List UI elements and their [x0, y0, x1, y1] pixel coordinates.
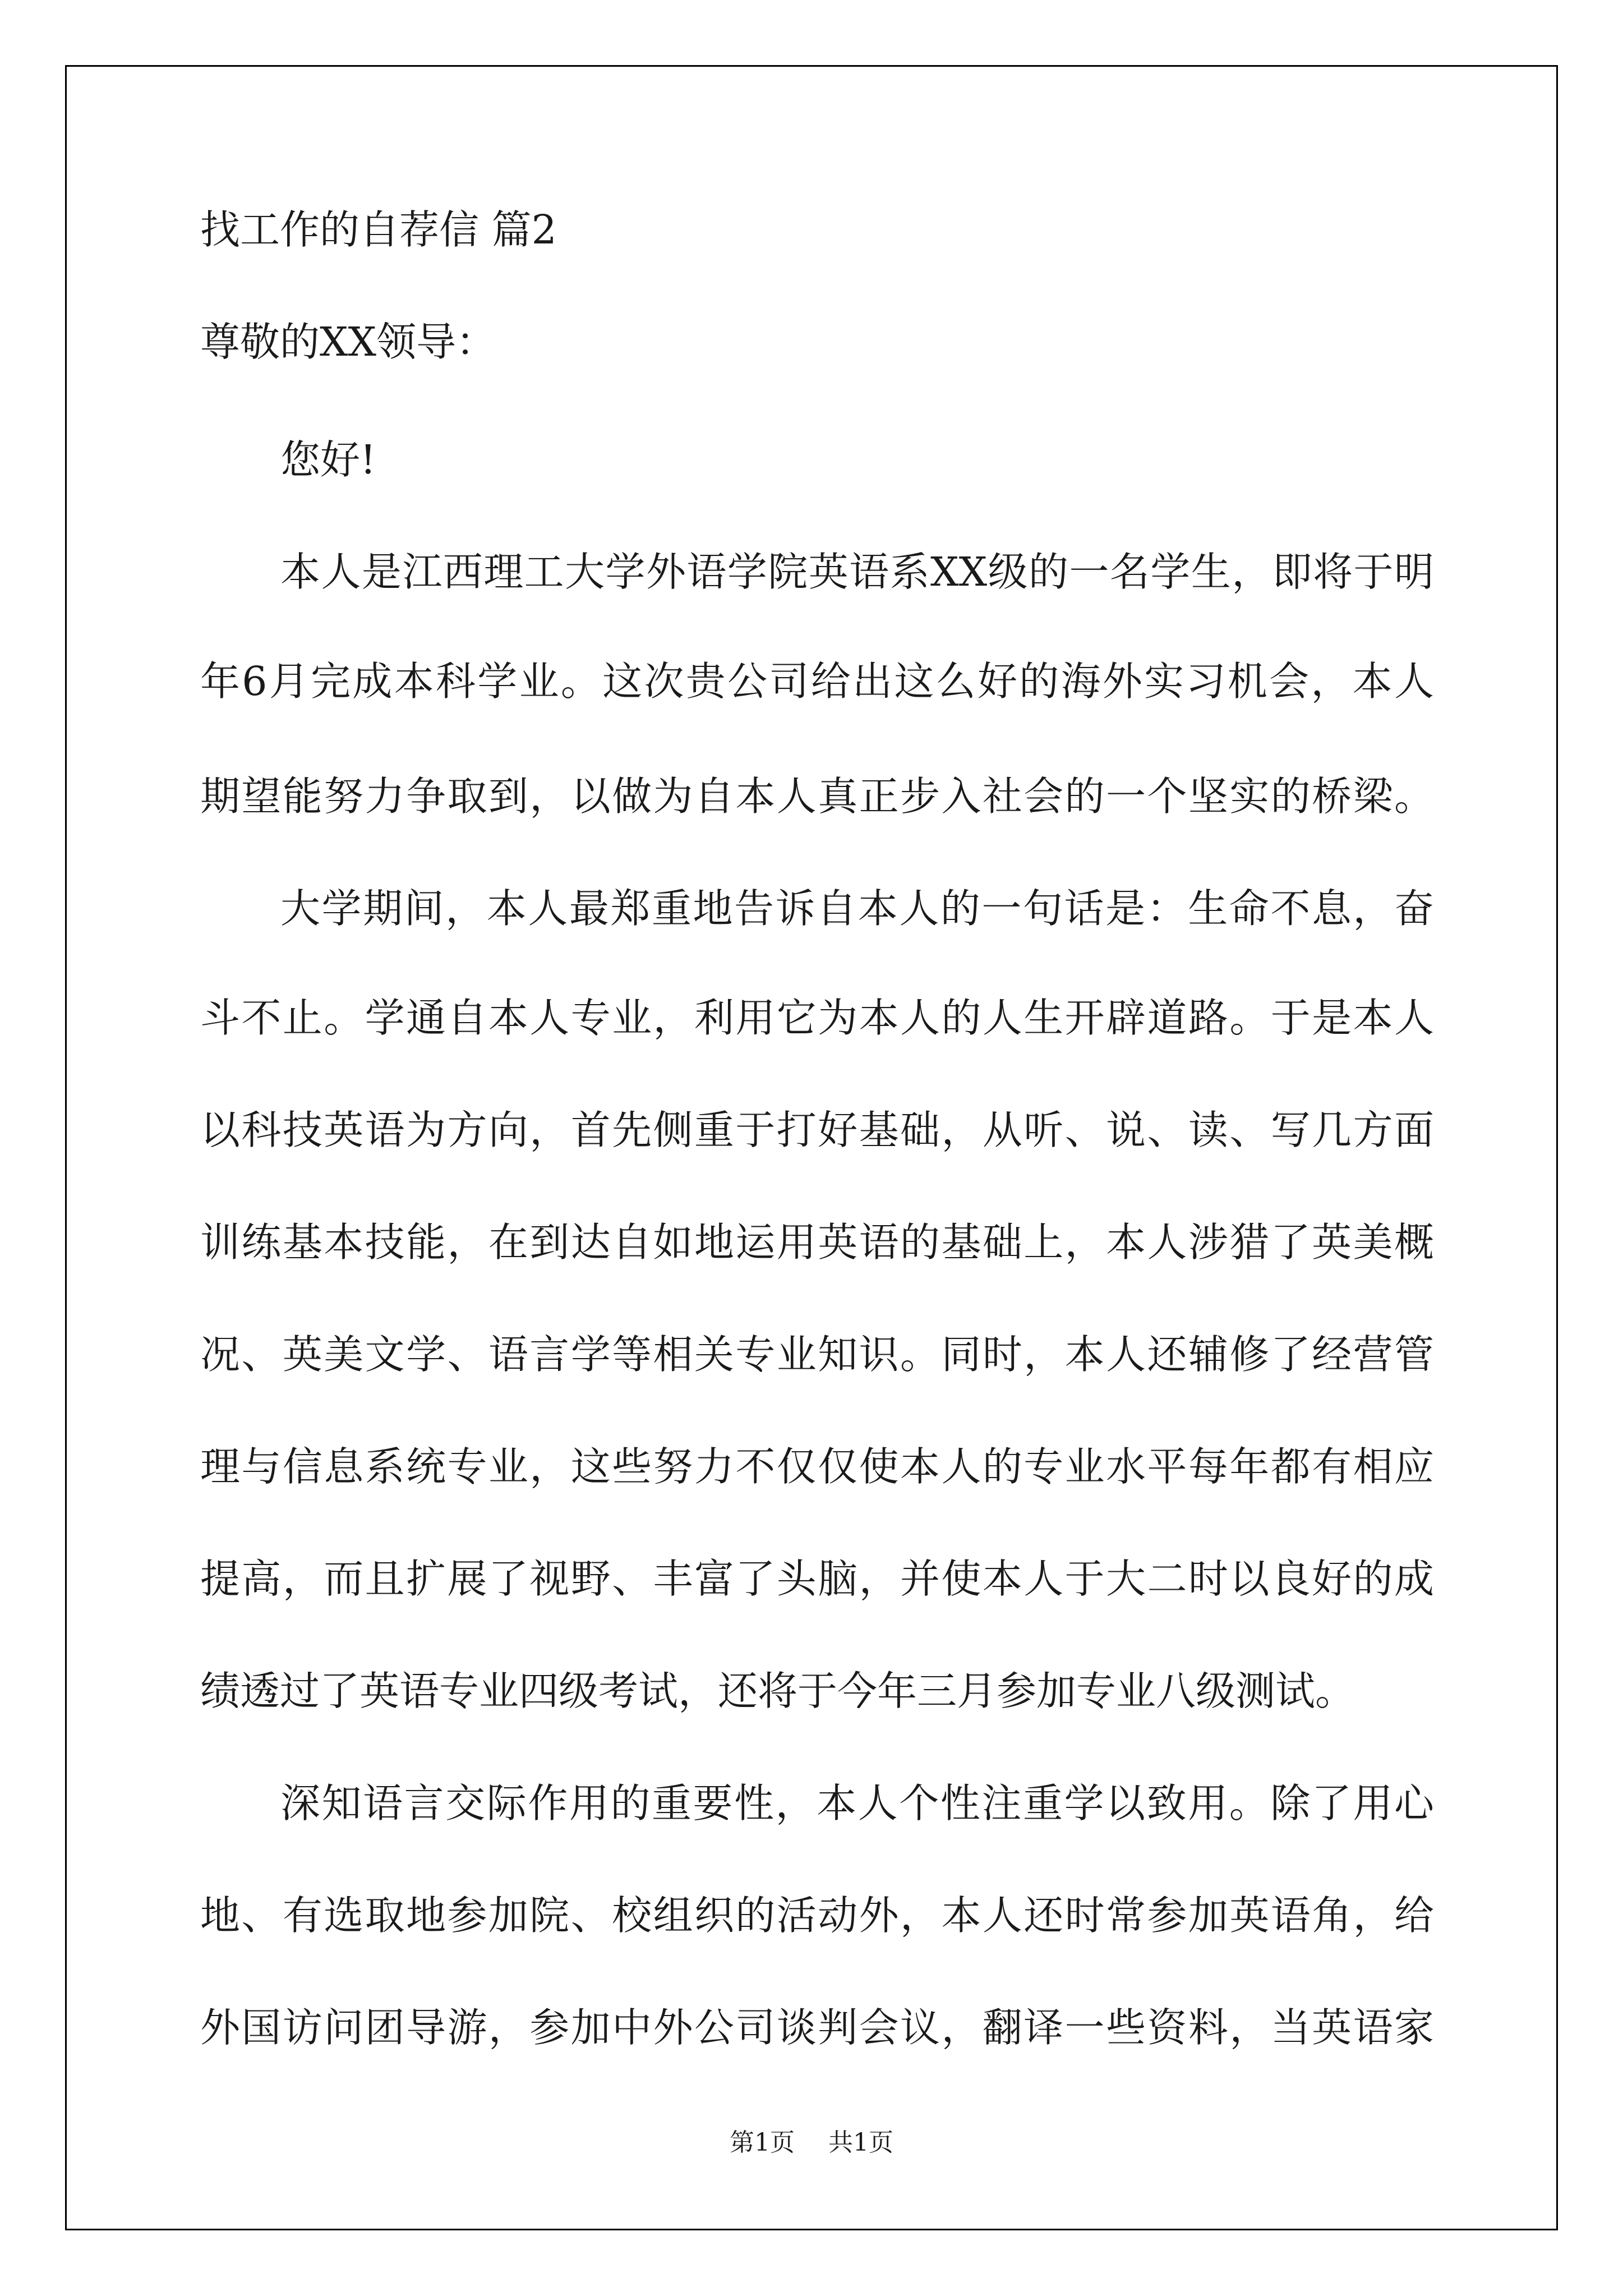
paragraph-line: 期望能努力争取到，以做为自本人真正步入社会的一个坚实的桥梁。: [200, 773, 1434, 820]
paragraph-line: 斗不止。学通自本人专业，利用它为本人的人生开辟道路。于是本人: [200, 995, 1434, 1041]
greeting: 您好!: [280, 436, 376, 483]
paragraph-line: 外国访问团导游，参加中外公司谈判会议，翻译一些资料，当英语家: [200, 2004, 1434, 2051]
paragraph-line: 绩透过了英语专业四级考试，还将于今年三月参加专业八级测试。: [200, 1668, 1355, 1714]
paragraph-line: 训练基本技能，在到达自如地运用英语的基础上，本人涉猎了英美概: [200, 1219, 1434, 1266]
page-footer: [0, 2126, 1623, 2160]
paragraph-line: 况、英美文学、语言学等相关专业知识。同时，本人还辅修了经营管: [200, 1331, 1434, 1378]
paragraph-line: 地、有选取地参加院、校组织的活动外，本人还时常参加英语角，给: [200, 1892, 1434, 1939]
salutation: 尊敬的XX领导：: [200, 319, 496, 365]
paragraph-line: 以科技英语为方向，首先侧重于打好基础，从听、说、读、写几方面: [200, 1107, 1434, 1153]
paragraph-line: 年6月完成本科学业。这次贵公司给出这么好的海外实习机会，本人: [200, 658, 1434, 705]
paragraph-line: 提高，而且扩展了视野、丰富了头脑，并使本人于大二时以良好的成: [200, 1556, 1434, 1602]
paragraph-line: 理与信息系统专业，这些努力不仅仅使本人的专业水平每年都有相应: [200, 1443, 1434, 1490]
document-title: 找工作的自荐信 篇2: [200, 206, 557, 253]
paragraph-line: 本人是江西理工大学外语学院英语系XX级的一名学生，即将于明: [280, 549, 1434, 595]
page-total: 共1页: [828, 2128, 893, 2157]
paragraph-line: 深知语言交际作用的重要性，本人个性注重学以致用。除了用心: [280, 1780, 1434, 1826]
paragraph-line: 大学期间，本人最郑重地告诉自本人的一句话是：生命不息，奋: [280, 885, 1434, 932]
page-number: 第1页: [730, 2128, 795, 2157]
